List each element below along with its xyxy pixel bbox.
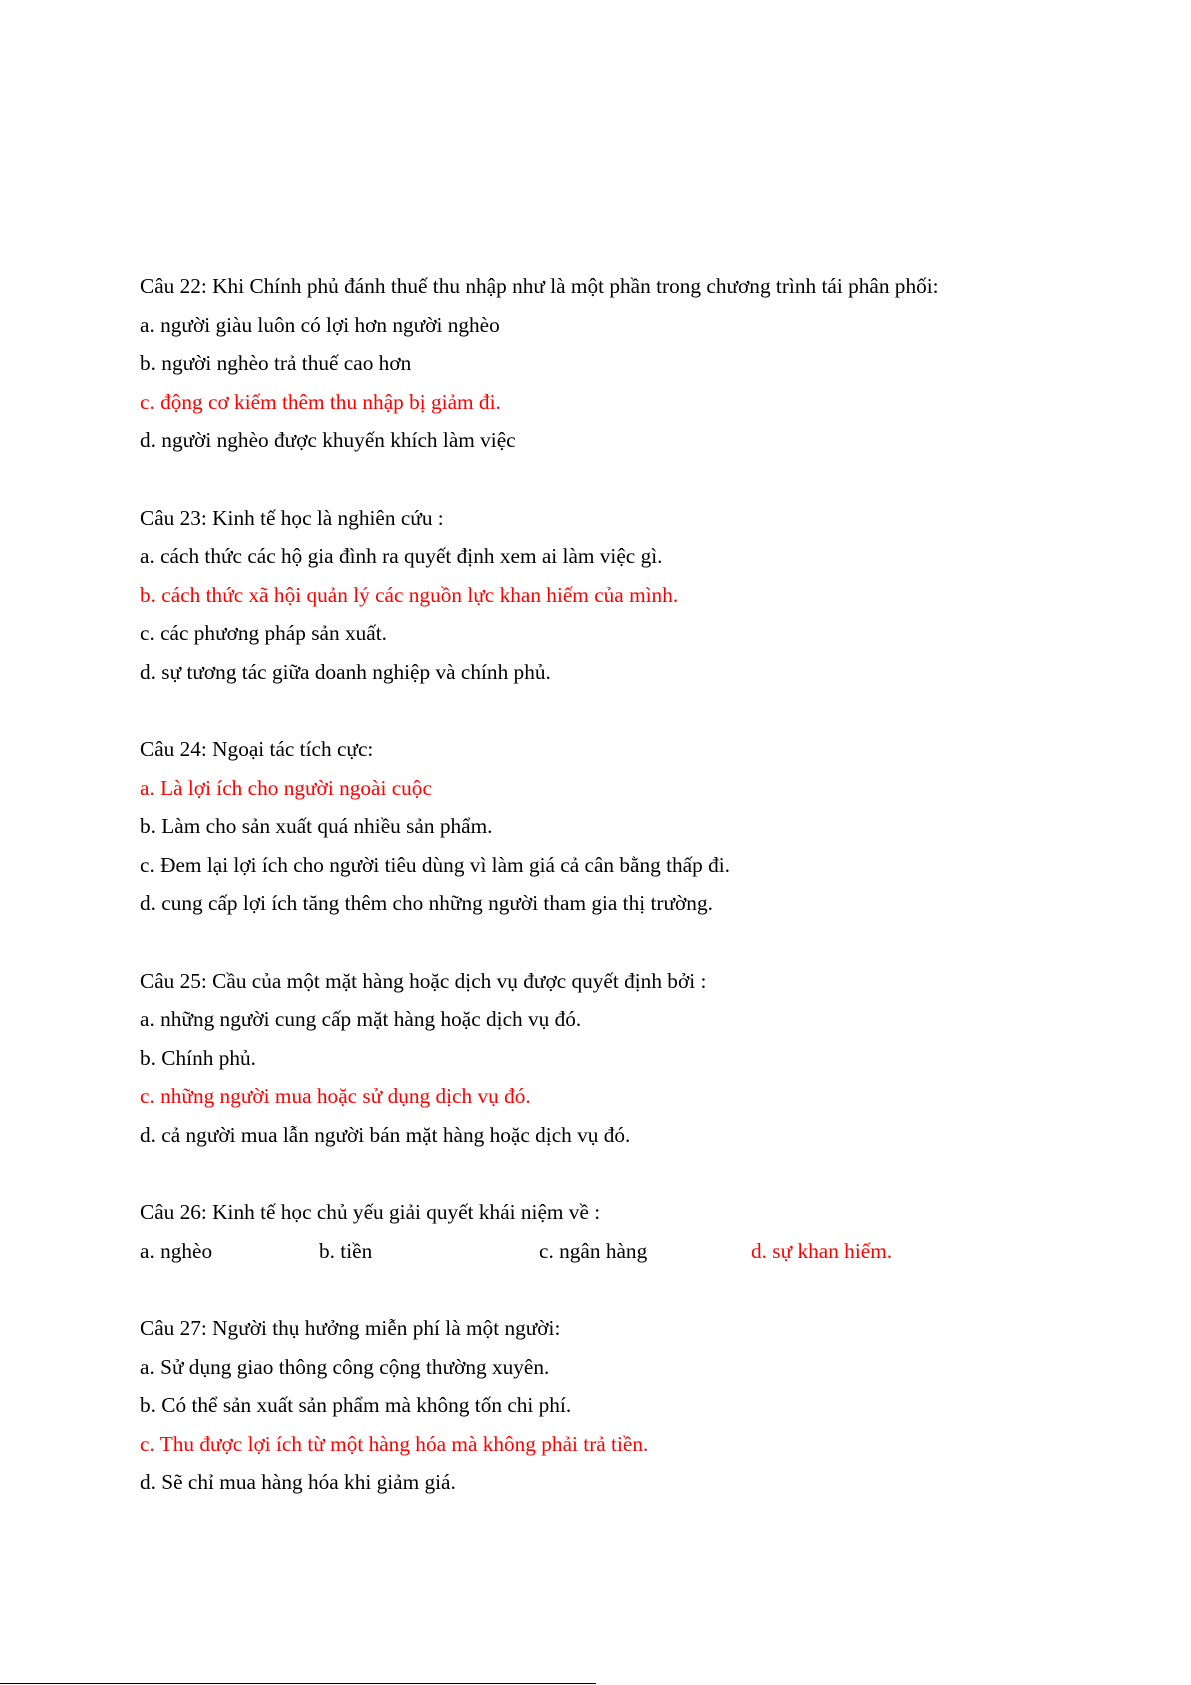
footnote-divider <box>0 1683 596 1684</box>
answer-option-b: b. Làm cho sản xuất quá nhiều sản phẩm. <box>140 814 493 838</box>
answer-option-b: b. người nghèo trả thuế cao hơn <box>140 351 412 375</box>
answer-option-a: a. nghèo <box>140 1238 213 1263</box>
answer-option-d: d. cung cấp lợi ích tăng thêm cho những người tham gia thị trường. <box>140 891 713 915</box>
answer-option-c-correct: c. động cơ kiếm thêm thu nhập bị giảm đi. <box>140 389 501 414</box>
answer-option-c: c. Đem lại lợi ích cho người tiêu dùng vì làm giá cả cân bằng thấp đi. <box>140 852 730 877</box>
question-title: Câu 22: Khi Chính phủ đánh thuế thu nhập như là một phần trong chương trình tái phân phối: <box>140 274 939 298</box>
answer-option-c: c. các phương pháp sản xuất. <box>140 621 387 645</box>
question-25 <box>140 962 1100 1155</box>
answer-option-a: a. những người cung cấp mặt hàng hoặc dịch vụ đó. <box>140 1007 582 1031</box>
answer-option-a: a. Sử dụng giao thông công cộng thường xuyên. <box>140 1354 550 1379</box>
question-title: Câu 27: Người thụ hưởng miễn phí là một người: <box>140 1316 561 1340</box>
question-title: Câu 26: Kinh tế học chủ yếu giải quyết khái niệm về : <box>140 1200 601 1224</box>
answer-options-row <box>140 1232 1100 1271</box>
answer-option-d: d. cả người mua lẫn người bán mặt hàng hoặc dịch vụ đó. <box>140 1122 631 1147</box>
question-title: Câu 23: Kinh tế học là nghiên cứu : <box>140 505 444 530</box>
question-26 <box>140 1193 1100 1270</box>
answer-option-c: c. ngân hàng <box>539 1238 648 1263</box>
answer-option-a: a. cách thức các hộ gia đình ra quyết định xem ai làm việc gì. <box>140 544 663 568</box>
answer-option-b: b. Chính phủ. <box>140 1045 256 1070</box>
answer-option-b-correct: b. cách thức xã hội quản lý các nguồn lực khan hiếm của mình. <box>140 582 679 607</box>
question-23 <box>140 499 1100 692</box>
question-27 <box>140 1309 1100 1502</box>
question-22 <box>140 267 1100 460</box>
answer-option-a-correct: a. Là lợi ích cho người ngoài cuộc <box>140 775 432 800</box>
question-title: Câu 25: Cầu của một mặt hàng hoặc dịch vụ được quyết định bởi : <box>140 968 707 993</box>
answer-option-d-correct: d. sự khan hiếm. <box>751 1238 893 1263</box>
answer-option-c-correct: c. Thu được lợi ích từ một hàng hóa mà không phải trả tiền. <box>140 1431 649 1456</box>
question-title: Câu 24: Ngoại tác tích cực: <box>140 737 374 761</box>
answer-option-d: d. Sẽ chỉ mua hàng hóa khi giảm giá. <box>140 1470 456 1494</box>
answer-option-b: b. tiền <box>319 1238 373 1263</box>
quiz-content <box>140 267 1100 1541</box>
answer-option-b: b. Có thể sản xuất sản phẩm mà không tốn chi phí. <box>140 1393 572 1417</box>
question-24 <box>140 730 1100 923</box>
answer-option-c-correct: c. những người mua hoặc sử dụng dịch vụ đó. <box>140 1084 531 1108</box>
answer-option-d: d. sự tương tác giữa doanh nghiệp và chính phủ. <box>140 659 551 684</box>
answer-option-a: a. người giàu luôn có lợi hơn người nghèo <box>140 312 500 337</box>
answer-option-d: d. người nghèo được khuyến khích làm việc <box>140 428 516 452</box>
